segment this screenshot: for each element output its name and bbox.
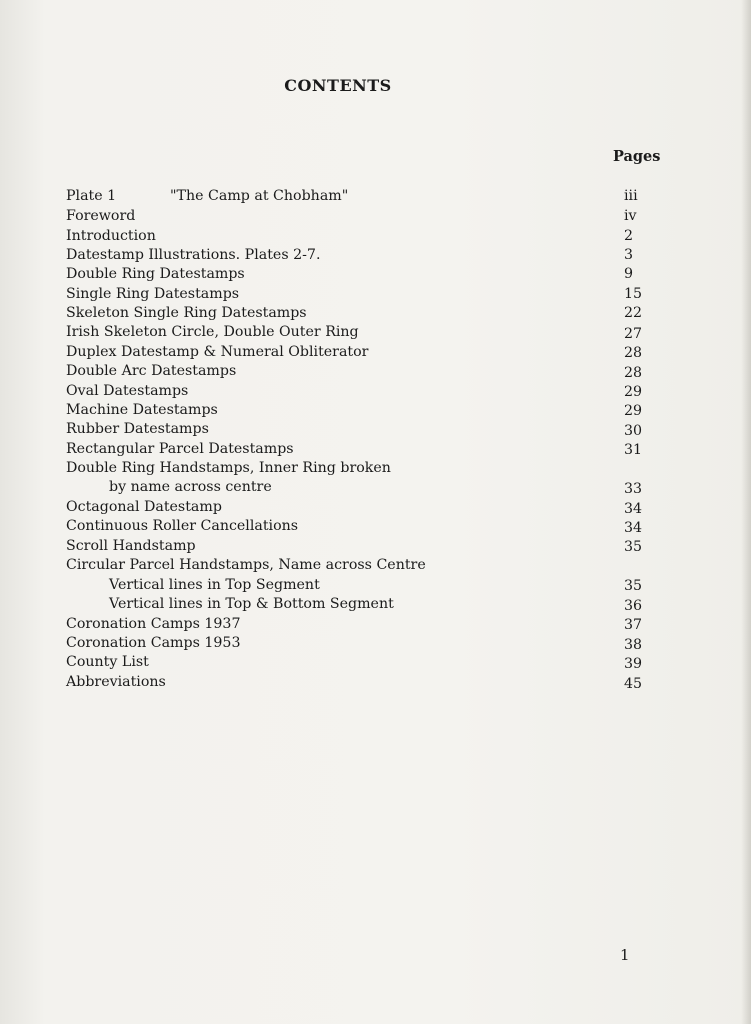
toc-entry-label: Duplex Datestamp & Numeral Obliterator xyxy=(66,344,369,360)
toc-entry-page: 45 xyxy=(624,676,643,692)
toc-entry-label: Oval Datestamps xyxy=(66,383,189,399)
toc-entry-page: 29 xyxy=(624,384,643,400)
toc-entry-label: Single Ring Datestamps xyxy=(66,286,240,302)
toc-entry-label: Double Ring Datestamps xyxy=(66,266,245,282)
toc-entry-page: 3 xyxy=(624,247,634,263)
toc-entry-page: 36 xyxy=(624,598,643,614)
toc-entry-page: iv xyxy=(624,208,637,224)
toc-entry-page: 29 xyxy=(624,403,643,419)
toc-entry-page: 15 xyxy=(624,286,643,302)
toc-entry-label: Abbreviations xyxy=(66,674,166,690)
toc-entry-label: Rubber Datestamps xyxy=(66,421,209,437)
toc-entry-page: 31 xyxy=(624,442,643,458)
toc-entry-page: 22 xyxy=(624,305,643,321)
toc-entry-label: Continuous Roller Cancellations xyxy=(66,518,299,534)
toc-entry-detail: "The Camp at Chobham" xyxy=(170,188,349,204)
page-number: 1 xyxy=(620,946,630,964)
toc-entry-label: Foreword xyxy=(66,208,136,224)
toc-entry-page: 39 xyxy=(624,656,643,672)
toc-entry-label: by name across centre xyxy=(109,479,272,495)
toc-entry-page: 28 xyxy=(624,365,643,381)
toc-entry-label: Circular Parcel Handstamps, Name across Centre xyxy=(66,557,426,573)
toc-entry-label: Introduction xyxy=(66,228,156,244)
toc-entry-page: 34 xyxy=(624,520,643,536)
toc-entry-label: Vertical lines in Top Segment xyxy=(109,577,320,593)
toc-entry-page: iii xyxy=(624,188,638,204)
toc-entry-page: 9 xyxy=(624,266,634,282)
toc-entry-label: Double Arc Datestamps xyxy=(66,363,237,379)
toc-entry-label: Double Ring Handstamps, Inner Ring broken xyxy=(66,460,391,476)
toc-entry-page: 37 xyxy=(624,617,643,633)
toc-entry-label: Rectangular Parcel Datestamps xyxy=(66,441,294,457)
toc-entry-label: Datestamp Illustrations. Plates 2-7. xyxy=(66,247,321,263)
toc-entry-page: 2 xyxy=(624,228,634,244)
toc-entry-label: Skeleton Single Ring Datestamps xyxy=(66,305,307,321)
pages-column-header: Pages xyxy=(613,148,661,165)
toc-entry-page: 27 xyxy=(624,326,643,342)
toc-entry-label: County List xyxy=(66,654,149,670)
toc-entry-page: 33 xyxy=(624,481,643,497)
toc-entry-page: 28 xyxy=(624,345,643,361)
toc-entry-label: Plate 1 xyxy=(66,188,117,204)
toc-entry-label: Coronation Camps 1953 xyxy=(66,635,241,651)
toc-entry-label: Machine Datestamps xyxy=(66,402,218,418)
toc-entry-label: Coronation Camps 1937 xyxy=(66,616,241,632)
toc-entry-page: 35 xyxy=(624,539,643,555)
toc-entry-page: 38 xyxy=(624,637,643,653)
toc-entry-page: 35 xyxy=(624,578,643,594)
toc-entry-label: Irish Skeleton Circle, Double Outer Ring xyxy=(66,324,359,340)
toc-entry-label: Vertical lines in Top & Bottom Segment xyxy=(109,596,394,612)
toc-entry-label: Scroll Handstamp xyxy=(66,538,196,554)
contents-title: CONTENTS xyxy=(284,76,392,95)
toc-entry-page: 34 xyxy=(624,501,643,517)
page-edge-shadow xyxy=(741,0,751,1024)
toc-entry-page: 30 xyxy=(624,423,643,439)
toc-entry-label: Octagonal Datestamp xyxy=(66,499,222,515)
